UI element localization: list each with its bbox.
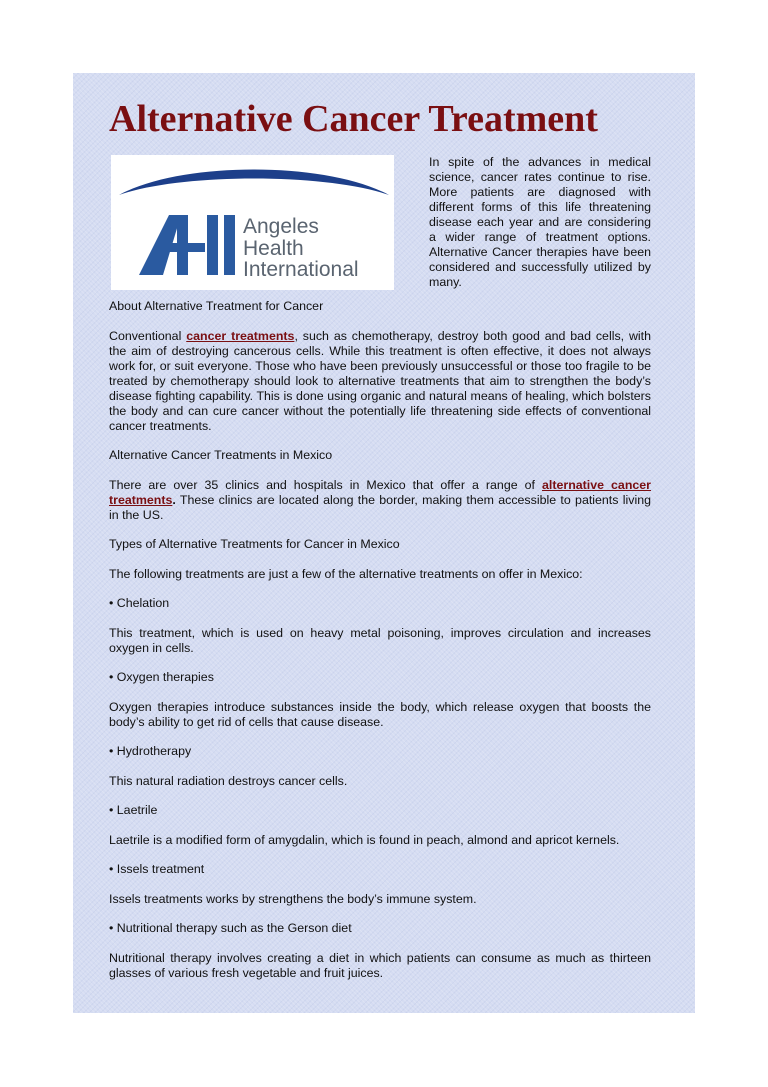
- treatment-name: • Hydrotherapy: [109, 744, 192, 758]
- mexico-text-before: There are over 35 clinics and hospitals in Mexico that offer a range of: [109, 477, 543, 492]
- mexico-paragraph: [109, 478, 651, 523]
- treatment-description: Nutritional therapy involves creating a diet in which patients can consume as much as thirteen glasses of various fresh vegetable and fruit juices.: [109, 950, 651, 980]
- treatment-name: • Issels treatment: [109, 862, 205, 876]
- logo-graphic: [111, 155, 394, 290]
- treatment-description: This treatment, which is used on heavy metal poisoning, improves circulation and increases oxygen in cells.: [109, 625, 651, 655]
- treatment-name: • Laetrile: [109, 803, 158, 817]
- logo-line2: Health: [243, 237, 304, 260]
- document-content: [109, 97, 651, 995]
- conventional-paragraph: [109, 329, 651, 434]
- intro-paragraph: In spite of the advances in medical science, cancer rates continue to rise. More patients are diagnosed with different forms of this life threatening disease each year and are considering a wider range of treatment options. Alternative Cancer therapies have been considered and successfully utilized by many.: [429, 155, 651, 289]
- angeles-health-logo: [111, 155, 394, 290]
- treatment-description: Laetrile is a modified form of amygdalin, which is found in peach, almond and apricot kernels.: [109, 832, 620, 847]
- intro-section: [109, 155, 651, 299]
- page-title: Alternative Cancer Treatment: [109, 98, 598, 140]
- treatment-name: • Oxygen therapies: [109, 670, 214, 684]
- conventional-text-before: Conventional: [109, 328, 187, 343]
- types-intro: The following treatments are just a few of the alternative treatments on offer in Mexico:: [109, 566, 583, 581]
- alternative-cancer-treatments-link[interactable]: alternative cancer treatments: [109, 477, 651, 507]
- logo-h-left: [177, 215, 188, 275]
- treatment-name: • Nutritional therapy such as the Gerson diet: [109, 921, 352, 935]
- treatment-description: Issels treatments works by strengthens the body’s immune system.: [109, 891, 477, 906]
- logo-line1: Angeles: [243, 215, 319, 238]
- logo-h-right: [207, 215, 218, 275]
- about-heading: About Alternative Treatment for Cancer: [109, 299, 324, 313]
- document-page: [73, 73, 695, 1013]
- logo-line3: International: [243, 258, 359, 281]
- types-heading: Types of Alternative Treatments for Cancer in Mexico: [109, 537, 400, 551]
- conventional-text-after: , such as chemotherapy, destroy both good and bad cells, with the aim of destroying cancerous cells. While this treatment is often effective, it does not always work for, or suit everyone. Those who have been previously unsuccessful or those too fragile to be treated by chemotherapy should look to alternative treatments that aim to strengthen the body’s disease fighting capability. This is done using organic and natural means of healing, which bolsters the body and can cure cancer without the potentially life threatening side effects of conventional cancer treatments.: [109, 328, 652, 433]
- logo-i-bar: [224, 215, 235, 275]
- treatment-name: • Chelation: [109, 596, 170, 610]
- mexico-heading: Alternative Cancer Treatments in Mexico: [109, 448, 333, 462]
- treatment-description: Oxygen therapies introduce substances inside the body, which release oxygen that boosts the body’s ability to get rid of cells that cause disease.: [109, 699, 651, 729]
- cancer-treatments-link[interactable]: cancer treatments: [186, 328, 295, 343]
- treatment-description: This natural radiation destroys cancer cells.: [109, 773, 348, 788]
- mexico-text-after: These clinics are located along the border, making them accessible to patients living in the US.: [109, 492, 651, 522]
- logo-arc: [119, 170, 389, 196]
- mexico-period: .: [172, 492, 176, 507]
